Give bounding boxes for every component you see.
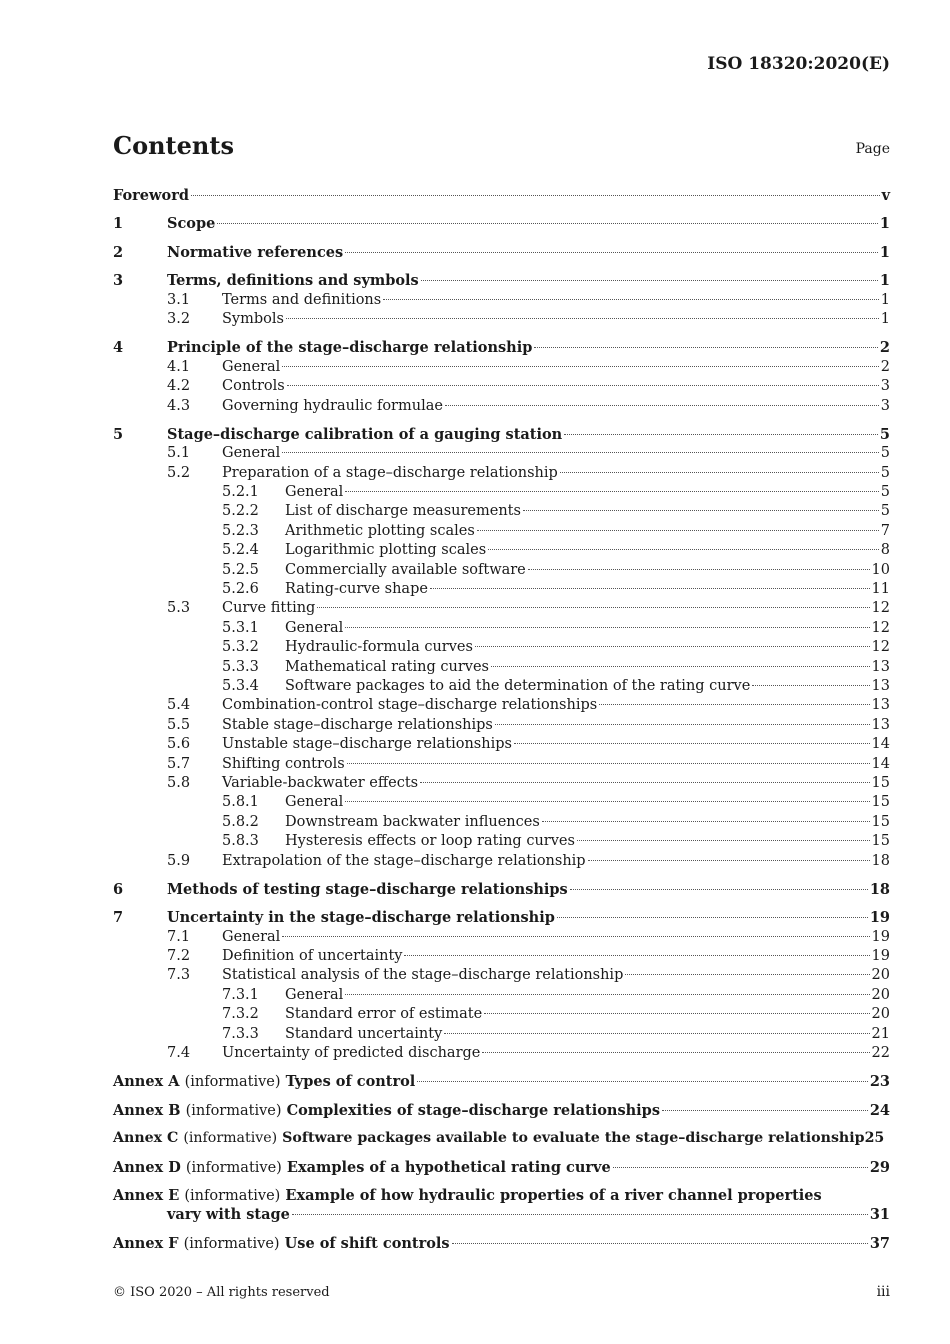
toc-number: 5.1	[167, 445, 191, 462]
leader-dots	[560, 472, 879, 473]
toc-number: 7.3	[167, 967, 191, 984]
toc-entry-7-4[interactable]	[113, 1044, 890, 1063]
leader-dots	[286, 318, 879, 319]
leader-dots	[475, 646, 870, 647]
toc-entry-4[interactable]	[113, 338, 890, 357]
toc-entry-title: Example of how hydraulic properties of a river channel properties	[285, 1186, 822, 1204]
toc-page-number: 15	[871, 813, 890, 830]
toc-entry-7-3-2[interactable]	[113, 1005, 890, 1024]
toc-entry-title: Commercially available software	[285, 561, 526, 578]
toc-number: 5.2.6	[222, 581, 259, 598]
toc-entry-5-8-2[interactable]	[113, 813, 890, 832]
toc-page-number: 15	[871, 774, 890, 791]
leader-dots	[417, 1081, 868, 1082]
toc-entry-5-2-4[interactable]	[113, 541, 890, 560]
toc-number: 5.9	[167, 852, 191, 869]
leader-dots	[421, 280, 878, 281]
leader-dots	[557, 917, 868, 918]
toc-entry-5-2-3[interactable]	[113, 522, 890, 541]
toc-entry-title: Principle of the stage–discharge relationship	[167, 339, 533, 357]
toc-entry-annex-f[interactable]	[113, 1234, 890, 1253]
toc-number: 5.3.1	[222, 619, 259, 636]
toc-number: 7.1	[167, 928, 191, 945]
toc-entry-3-2[interactable]	[113, 310, 890, 329]
toc-entry-5-2-2[interactable]	[113, 502, 890, 521]
toc-entry-title: Terms and definitions	[222, 291, 382, 308]
toc-entry-title: Curve fitting	[222, 600, 316, 617]
toc-page-number: 3	[880, 397, 890, 414]
toc-entry-title: Unstable stage–discharge relationships	[222, 736, 512, 753]
toc-entry-title: Examples of a hypothetical rating curve	[286, 1158, 611, 1176]
toc-entry-title: Definition of uncertainty	[222, 948, 403, 965]
document-id: ISO 18320:2020(E)	[707, 54, 890, 74]
annex-informative: (informative)	[184, 1074, 281, 1091]
leader-dots	[345, 252, 878, 253]
toc-page-number: 5	[880, 445, 890, 462]
toc-page-number: 37	[869, 1234, 890, 1252]
toc-page-number: 5	[879, 425, 890, 443]
leader-dots	[317, 607, 869, 608]
toc-entry-title: Extrapolation of the stage–discharge relationship	[222, 852, 586, 869]
toc-entry-5-8-1[interactable]	[113, 793, 890, 812]
toc-entry-7-3-1[interactable]	[113, 986, 890, 1005]
toc-entry-title: Hysteresis effects or loop rating curves	[285, 833, 575, 850]
toc-entry-title: Controls	[222, 378, 285, 395]
toc-entry-5-3-1[interactable]	[113, 619, 890, 638]
toc-entry-5-8[interactable]	[113, 774, 890, 793]
leader-dots	[345, 627, 869, 628]
toc-page-number: 19	[871, 928, 890, 945]
toc-entry-5-3-2[interactable]	[113, 638, 890, 657]
toc-entry-title: Uncertainty in the stage–discharge relationship	[167, 909, 555, 927]
toc-entry-title: Standard error of estimate	[285, 1006, 483, 1023]
annex-label: Annex A	[113, 1073, 180, 1091]
toc-page-number: 1	[879, 215, 890, 233]
page-number: iii	[876, 1284, 890, 1300]
leader-dots	[191, 195, 880, 196]
toc-page-number: 20	[871, 1006, 890, 1023]
toc-entry-5-5[interactable]	[113, 716, 890, 735]
toc-entry-5-1[interactable]	[113, 444, 890, 463]
toc-page-number: 22	[871, 1045, 890, 1062]
toc-number: 5.3.3	[222, 658, 259, 675]
leader-dots	[477, 530, 879, 531]
toc-number: 5.2.3	[222, 522, 259, 539]
leader-dots	[599, 704, 869, 705]
toc-entry-annex-d[interactable]	[113, 1158, 890, 1177]
toc-page-number: 15	[871, 794, 890, 811]
toc-entry-title: Downstream backwater influences	[285, 813, 540, 830]
toc-page-number: 20	[871, 967, 890, 984]
toc-entry-title: Shifting controls	[222, 755, 345, 772]
leader-dots	[404, 955, 869, 956]
toc-entry-title: General	[285, 619, 344, 636]
leader-dots	[491, 666, 870, 667]
toc-number: 5.3.4	[222, 677, 259, 694]
toc-entry-5-4[interactable]	[113, 696, 890, 715]
annex-informative: (informative)	[185, 1102, 282, 1119]
leader-dots	[613, 1167, 868, 1168]
toc-entry-title: Variable-backwater effects	[222, 774, 419, 791]
toc-entry-title: Arithmetic plotting scales	[285, 522, 475, 539]
toc-number: 3	[113, 272, 124, 290]
toc-page-number: 1	[879, 243, 890, 261]
toc-page-number: 10	[871, 561, 890, 578]
leader-dots	[282, 452, 878, 453]
toc-entry-7-1[interactable]	[113, 928, 890, 947]
leader-dots	[588, 860, 870, 861]
toc-page-number: 19	[871, 948, 890, 965]
leader-dots	[217, 223, 878, 224]
toc-page-number: 1	[879, 272, 890, 290]
toc-entry-3[interactable]	[113, 271, 890, 290]
toc-entry-4-1[interactable]	[113, 358, 890, 377]
leader-dots	[292, 1214, 868, 1215]
toc-page-number: 14	[871, 736, 890, 753]
toc-entry-title: Preparation of a stage–discharge relationship	[222, 464, 558, 481]
toc-number: 4.2	[167, 378, 191, 395]
toc-number: 5.8	[167, 774, 191, 791]
toc-page-number: 13	[871, 716, 890, 733]
toc-entry-title: Terms, definitions and symbols	[167, 272, 419, 290]
toc-number: 1	[113, 215, 124, 233]
toc-entry-7[interactable]	[113, 908, 890, 927]
toc-entry-title: General	[285, 484, 344, 501]
toc-entry-title: Software packages available to evaluate the stage–discharge relationship	[282, 1130, 865, 1147]
toc-page-number: 15	[871, 833, 890, 850]
leader-dots	[662, 1110, 868, 1111]
leader-dots	[488, 549, 879, 550]
toc-entry-4-3[interactable]	[113, 397, 890, 416]
leader-dots	[452, 1243, 868, 1244]
table-of-contents	[113, 186, 890, 1253]
toc-number: 4	[113, 339, 124, 357]
toc-entry-5-3-4[interactable]	[113, 677, 890, 696]
annex-label: Annex C	[113, 1130, 179, 1147]
page-title: Contents	[113, 131, 234, 160]
toc-number: 7.3.1	[222, 986, 259, 1003]
annex-informative: (informative)	[183, 1130, 278, 1147]
toc-entry-annex-a[interactable]	[113, 1072, 890, 1091]
toc-number: 7.4	[167, 1045, 191, 1062]
toc-entry-title: Software packages to aid the determination of the rating curve	[285, 677, 751, 694]
toc-number: 6	[113, 880, 124, 898]
toc-entry-title: Statistical analysis of the stage–discharge relationship	[222, 967, 624, 984]
toc-page-number: 3	[880, 378, 890, 395]
annex-label: Annex B	[113, 1101, 181, 1119]
toc-entry-title: Uncertainty of predicted discharge	[222, 1045, 481, 1062]
toc-number: 7.2	[167, 948, 191, 965]
toc-entry-annex-e-continued[interactable]	[113, 1205, 890, 1224]
leader-dots	[752, 685, 869, 686]
toc-entry-title: Scope	[167, 215, 216, 233]
toc-number: 5.6	[167, 736, 191, 753]
toc-number: 5	[113, 425, 124, 443]
leader-dots	[484, 1013, 869, 1014]
toc-entry-title: List of discharge measurements	[285, 503, 521, 520]
toc-entry-5-8-3[interactable]	[113, 832, 890, 851]
toc-entry-5[interactable]	[113, 425, 890, 444]
toc-page-number: 12	[871, 639, 890, 656]
toc-entry-title: Mathematical rating curves	[285, 658, 489, 675]
toc-number: 4.1	[167, 358, 191, 375]
toc-page-number: 13	[871, 658, 890, 675]
toc-entry-title: Rating-curve shape	[285, 581, 428, 598]
toc-page-number: 5	[880, 464, 890, 481]
toc-number: 5.2.4	[222, 542, 259, 559]
toc-entry-5-9[interactable]	[113, 852, 890, 871]
toc-page-number: 24	[869, 1101, 890, 1119]
toc-entry-title: General	[285, 986, 344, 1003]
leader-dots	[347, 763, 870, 764]
leader-dots	[534, 347, 878, 348]
toc-page-number: 5	[880, 484, 890, 501]
toc-number: 5.8.1	[222, 794, 259, 811]
toc-number: 7.3.2	[222, 1006, 259, 1023]
leader-dots	[287, 385, 879, 386]
toc-entry-title: Stable stage–discharge relationships	[222, 716, 493, 733]
toc-entry-4-2[interactable]	[113, 377, 890, 396]
toc-page-number: 11	[871, 581, 890, 598]
toc-entry-title: General	[222, 445, 281, 462]
toc-entry-6[interactable]	[113, 880, 890, 899]
leader-dots	[523, 510, 879, 511]
leader-dots	[383, 299, 879, 300]
toc-entry-foreword[interactable]	[113, 186, 890, 205]
toc-entry-5-2-1[interactable]	[113, 483, 890, 502]
annex-label: Annex E	[113, 1186, 180, 1204]
toc-page-number: 1	[880, 310, 890, 327]
toc-entry-5-3-3[interactable]	[113, 658, 890, 677]
toc-page-number: 18	[871, 852, 890, 869]
toc-page-number: 8	[880, 542, 890, 559]
toc-entry-5-2[interactable]	[113, 464, 890, 483]
leader-dots	[282, 366, 878, 367]
toc-number: 5.5	[167, 716, 191, 733]
leader-dots	[430, 588, 870, 589]
toc-page-number: 31	[869, 1206, 890, 1224]
toc-entry-3-1[interactable]	[113, 291, 890, 310]
leader-dots	[420, 782, 869, 783]
toc-entry-title: Logarithmic plotting scales	[285, 542, 487, 559]
toc-number: 5.2.1	[222, 484, 259, 501]
toc-entry-title: General	[285, 794, 344, 811]
toc-page-number: 23	[869, 1073, 890, 1091]
toc-number: 5.2.5	[222, 561, 259, 578]
toc-page-number: 2	[880, 358, 890, 375]
toc-entry-title: Complexities of stage–discharge relationships	[286, 1101, 660, 1119]
annex-label: Annex F	[113, 1234, 179, 1252]
toc-entry-title: Stage–discharge calibration of a gauging station	[167, 425, 563, 443]
toc-entry-7-3[interactable]	[113, 966, 890, 985]
toc-page-number: 5	[880, 503, 890, 520]
toc-page-number: 1	[880, 291, 890, 308]
toc-number: 5.8.3	[222, 833, 259, 850]
toc-entry-annex-e[interactable]	[113, 1186, 890, 1205]
toc-number: 2	[113, 243, 124, 261]
toc-entry-7-2[interactable]	[113, 947, 890, 966]
toc-number: 5.3.2	[222, 639, 259, 656]
leader-dots	[444, 1033, 869, 1034]
leader-dots	[345, 491, 878, 492]
toc-page-number: 19	[869, 909, 890, 927]
toc-number: 5.8.2	[222, 813, 259, 830]
toc-page-number: 14	[871, 755, 890, 772]
toc-entry-title: Standard uncertainty	[285, 1025, 443, 1042]
leader-dots	[542, 821, 870, 822]
copyright-notice: © ISO 2020 – All rights reserved	[113, 1285, 330, 1300]
toc-entry-title: Methods of testing stage–discharge relationships	[167, 880, 568, 898]
toc-page-number: v	[881, 187, 890, 204]
leader-dots	[345, 801, 869, 802]
toc-number: 7.3.3	[222, 1025, 259, 1042]
toc-page-number: 12	[871, 600, 890, 617]
toc-entry-title: Combination-control stage–discharge relationships	[222, 697, 598, 714]
toc-number: 5.2.2	[222, 503, 259, 520]
toc-entry-title: Types of control	[285, 1073, 416, 1091]
toc-entry-title: Normative references	[167, 243, 344, 261]
toc-entry-5-2-5[interactable]	[113, 561, 890, 580]
toc-entry-7-3-3[interactable]	[113, 1025, 890, 1044]
toc-page-number: 21	[871, 1025, 890, 1042]
toc-entry-2[interactable]	[113, 243, 890, 262]
leader-dots	[577, 840, 870, 841]
toc-number: 5.4	[167, 697, 191, 714]
leader-dots	[564, 434, 878, 435]
toc-page-number: 25	[864, 1130, 885, 1147]
toc-page-number: 29	[869, 1158, 890, 1176]
toc-entry-title: Use of shift controls	[284, 1234, 450, 1252]
leader-dots	[282, 936, 869, 937]
toc-page-number: 13	[871, 677, 890, 694]
toc-page-number: 20	[871, 986, 890, 1003]
toc-number: 4.3	[167, 397, 191, 414]
toc-number: 3.1	[167, 291, 191, 308]
toc-entry-5-2-6[interactable]	[113, 580, 890, 599]
page-column-label: Page	[855, 141, 890, 157]
toc-entry-annex-b[interactable]	[113, 1101, 890, 1120]
leader-dots	[445, 405, 879, 406]
toc-number: 5.2	[167, 464, 191, 481]
toc-number: 3.2	[167, 310, 191, 327]
toc-page-number: 7	[880, 522, 890, 539]
leader-dots	[345, 994, 869, 995]
toc-page-number: 13	[871, 697, 890, 714]
toc-entry-title-continued: vary with stage	[167, 1206, 290, 1224]
toc-entry-5-7[interactable]	[113, 755, 890, 774]
annex-informative: (informative)	[183, 1235, 280, 1252]
toc-entry-title: Foreword	[113, 187, 189, 204]
toc-entry-title: Symbols	[222, 310, 284, 327]
annex-informative: (informative)	[185, 1159, 282, 1176]
toc-entry-title: Governing hydraulic formulae	[222, 397, 443, 414]
toc-entry-1[interactable]	[113, 214, 890, 233]
toc-number: 5.7	[167, 755, 191, 772]
toc-number: 7	[113, 909, 124, 927]
leader-dots	[528, 569, 870, 570]
toc-entry-title: General	[222, 358, 281, 375]
leader-dots	[514, 743, 870, 744]
toc-entry-5-3[interactable]	[113, 599, 890, 618]
toc-entry-annex-c[interactable]	[113, 1129, 890, 1148]
toc-page-number: 12	[871, 619, 890, 636]
leader-dots	[495, 724, 870, 725]
leader-dots	[570, 889, 868, 890]
toc-page-number: 18	[869, 880, 890, 898]
toc-page-number: 2	[879, 339, 890, 357]
annex-informative: (informative)	[184, 1187, 281, 1204]
leader-dots	[482, 1052, 869, 1053]
annex-label: Annex D	[113, 1158, 181, 1176]
toc-number: 5.3	[167, 600, 191, 617]
toc-entry-title: Hydraulic-formula curves	[285, 639, 473, 656]
toc-entry-title: General	[222, 928, 281, 945]
leader-dots	[625, 974, 869, 975]
toc-entry-5-6[interactable]	[113, 735, 890, 754]
